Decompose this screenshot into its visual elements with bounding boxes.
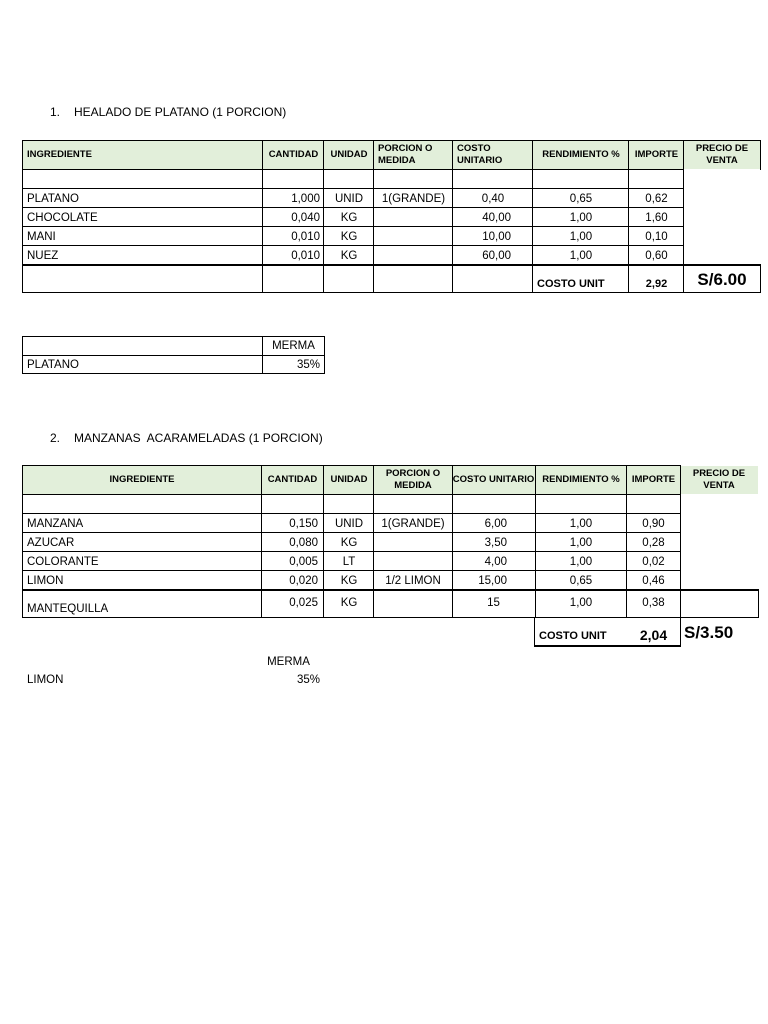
header-cantidad: CANTIDAD <box>263 141 324 169</box>
cell-costo-unitario: 4,00 <box>484 555 507 568</box>
cell-ingrediente: CHOCOLATE <box>27 211 98 224</box>
cell-unidad: KG <box>340 249 358 262</box>
merma-value: 35% <box>296 358 320 371</box>
cell-costo-unitario: 60,00 <box>482 249 511 262</box>
cell-rendimiento: 1,00 <box>569 597 593 609</box>
section-2-number: 2. <box>50 431 61 445</box>
cell-unidad: KG <box>340 597 358 609</box>
cell-unidad: UNID <box>334 517 364 530</box>
cell-porcion: 1/2 LIMON <box>385 574 441 587</box>
costo-unit-value: 2,04 <box>639 627 668 643</box>
merma-item: PLATANO <box>27 358 79 371</box>
cell-importe: 0,60 <box>645 249 668 262</box>
cell-costo-unitario: 10,00 <box>482 230 511 243</box>
cell-porcion <box>374 552 452 571</box>
section-2-title: MANZANAS ACARAMELADAS (1 PORCION) <box>74 431 323 445</box>
cell-cantidad: 0,040 <box>291 211 320 224</box>
cell-unidad: KG <box>340 536 358 549</box>
header-ingrediente: INGREDIENTE <box>23 141 263 169</box>
header-unidad: UNIDAD <box>324 141 374 169</box>
cell-cantidad: 0,150 <box>289 517 318 530</box>
cell-importe: 0,62 <box>645 192 668 205</box>
header-porcion: PORCION O MEDIDA <box>374 466 452 494</box>
header-precio-venta: PRECIO DE VENTA <box>680 466 758 494</box>
cell-importe: 0,02 <box>642 555 665 568</box>
cell-costo-unitario: 40,00 <box>482 211 511 224</box>
header-importe: IMPORTE <box>627 466 680 494</box>
cell-importe: 0,46 <box>642 574 665 587</box>
cell-unidad: KG <box>340 230 358 243</box>
merma-item: LIMON <box>27 673 64 686</box>
cell-porcion <box>374 227 453 246</box>
merma-value: 35% <box>296 673 320 686</box>
costo-unit-value: 2,92 <box>645 277 668 290</box>
cell-ingrediente: PLATANO <box>27 192 79 205</box>
section-1-number: 1. <box>50 105 61 119</box>
cell-costo-unitario: 15,00 <box>478 574 507 587</box>
cell-importe: 1,60 <box>645 211 668 224</box>
header-costo-unitario: COSTO UNITARIO <box>453 141 533 169</box>
cell-cantidad: 0,005 <box>289 555 318 568</box>
header-rendimiento: RENDIMIENTO % <box>535 466 627 494</box>
section-1-title: HEALADO DE PLATANO (1 PORCION) <box>74 105 287 119</box>
cell-porcion <box>374 594 452 612</box>
cell-ingrediente: AZUCAR <box>27 536 75 549</box>
cell-ingrediente: COLORANTE <box>27 555 99 568</box>
header-cantidad: CANTIDAD <box>261 466 324 494</box>
cell-ingrediente: NUEZ <box>27 249 59 262</box>
cell-importe: 0,90 <box>642 517 665 530</box>
costo-unit-label: COSTO UNIT <box>539 630 607 642</box>
merma-header: MERMA <box>272 340 315 352</box>
cell-porcion: 1(GRANDE) <box>381 517 445 530</box>
header-ingrediente: INGREDIENTE <box>23 466 261 494</box>
cell-rendimiento: 1,00 <box>569 517 593 530</box>
cell-rendimiento: 1,00 <box>569 230 593 243</box>
header-unidad: UNIDAD <box>324 466 374 494</box>
cell-importe: 0,38 <box>642 597 665 609</box>
cell-unidad: KG <box>340 211 358 224</box>
cell-costo-unitario: 6,00 <box>484 517 507 530</box>
header-porcion: PORCION O MEDIDA <box>374 141 453 169</box>
cell-ingrediente: MANI <box>27 230 56 243</box>
cell-costo-unitario: 3,50 <box>484 536 507 549</box>
cell-rendimiento: 0,65 <box>569 192 593 205</box>
cell-cantidad: 0,010 <box>291 249 320 262</box>
cell-cantidad: 0,080 <box>289 536 318 549</box>
cell-rendimiento: 1,00 <box>569 555 593 568</box>
cell-cantidad: 1,000 <box>291 192 320 205</box>
cell-unidad: KG <box>340 574 358 587</box>
cell-rendimiento: 0,65 <box>569 574 593 587</box>
cell-costo-unitario: 15 <box>487 597 500 609</box>
cell-porcion <box>374 208 453 227</box>
cell-cantidad: 0,010 <box>291 230 320 243</box>
cell-unidad: LT <box>342 555 356 568</box>
cell-cantidad: 0,020 <box>289 574 318 587</box>
merma-header: MERMA <box>267 655 310 668</box>
cell-importe: 0,10 <box>645 230 668 243</box>
cell-ingrediente: MANZANA <box>27 517 84 530</box>
cell-porcion <box>374 246 453 265</box>
costo-unit-label: COSTO UNIT <box>537 277 605 290</box>
cell-rendimiento: 1,00 <box>569 249 593 262</box>
header-importe: IMPORTE <box>629 141 684 169</box>
cell-cantidad: 0,025 <box>289 597 318 609</box>
cell-rendimiento: 1,00 <box>569 536 593 549</box>
header-costo-unitario: COSTO UNITARIO <box>452 466 535 494</box>
sale-price: S/6.00 <box>697 269 747 289</box>
header-rendimiento: RENDIMIENTO % <box>533 141 629 169</box>
cell-importe: 0,28 <box>642 536 665 549</box>
cell-ingrediente: LIMON <box>27 574 64 587</box>
cell-costo-unitario: 0,40 <box>481 192 505 205</box>
header-precio-venta: PRECIO DE VENTA <box>684 141 760 169</box>
cell-unidad: UNID <box>334 192 364 205</box>
cell-ingrediente: MANTEQUILLA <box>27 603 109 615</box>
cell-rendimiento: 1,00 <box>569 211 593 224</box>
cell-porcion <box>374 533 452 552</box>
sale-price: S/3.50 <box>684 623 734 642</box>
cell-porcion: 1(GRANDE) <box>381 192 446 205</box>
